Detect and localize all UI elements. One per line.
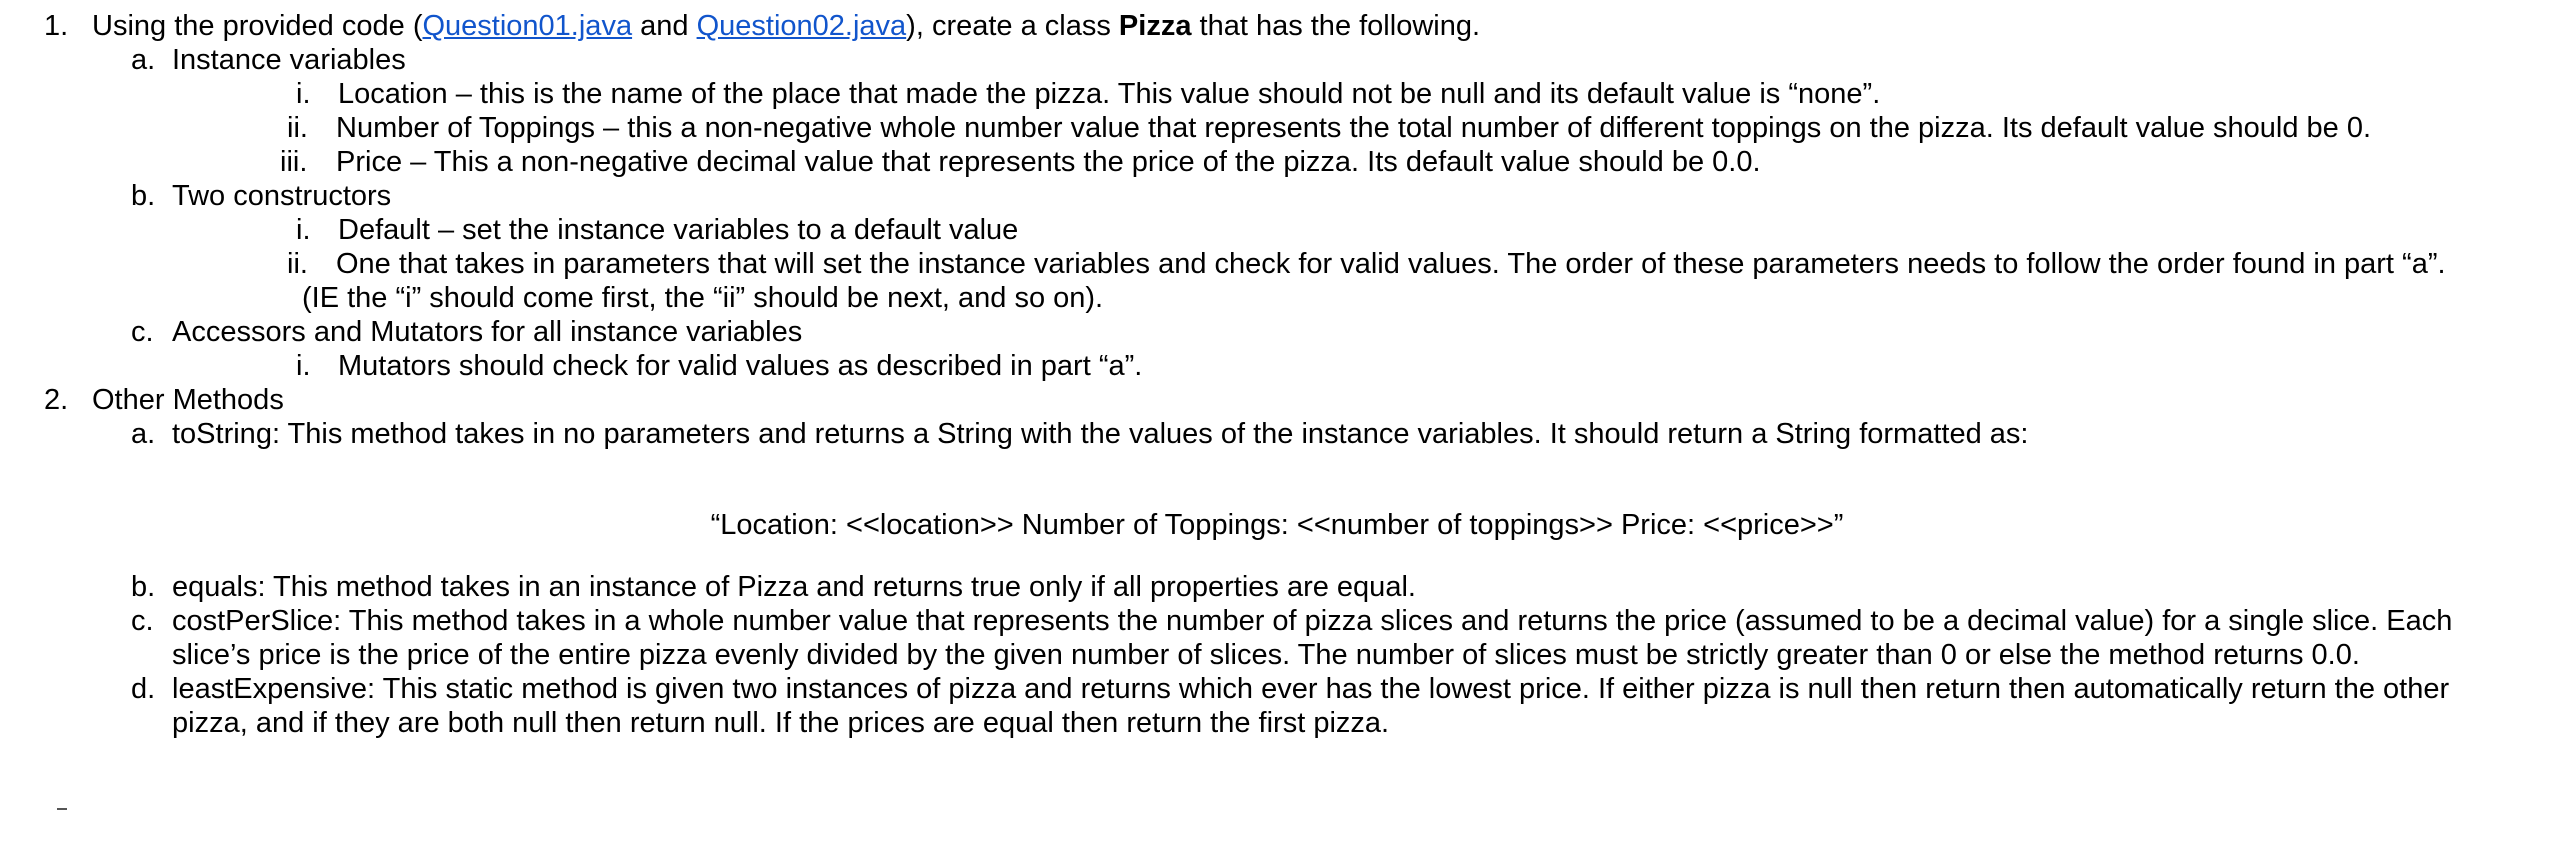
class-name-pizza: Pizza — [1118, 10, 1192, 42]
tostring-format-example: “Location: <<location>> Number of Toppings: <<number of toppings>> Price: <<price>>” — [710, 509, 1844, 541]
question-1-text — [92, 9, 1480, 43]
list-label-2a: a. — [131, 418, 156, 450]
list-label-1a-i: i. — [296, 78, 311, 110]
item-1b-ii-text: One that takes in parameters that will set the instance variables and check for valid values. The order of these parameters needs to follow the order found in part “a”. — [336, 248, 2446, 280]
list-label-2b: b. — [131, 571, 156, 603]
question01-link[interactable]: Question01.java — [422, 10, 633, 42]
list-label-1b-i: i. — [296, 214, 311, 246]
list-number-2: 2. — [44, 384, 69, 416]
list-label-2d: d. — [131, 673, 156, 705]
item-2c-line1: costPerSlice: This method takes in a whole number value that represents the number of pizza slices and returns the price (assumed to be a decimal value) for a single slice. Each — [172, 605, 2453, 637]
list-label-1c: c. — [131, 316, 154, 348]
list-label-1b-ii: ii. — [287, 248, 308, 280]
list-label-1c-i: i. — [296, 350, 311, 382]
list-label-1b: b. — [131, 180, 156, 212]
list-label-2c: c. — [131, 605, 154, 637]
list-label-1a: a. — [131, 44, 156, 76]
question-1-middle: ), create a class — [906, 10, 1119, 42]
question-1-intro: Using the provided code ( — [92, 10, 423, 42]
question-2-text: Other Methods — [92, 384, 284, 416]
item-1a-i-text: Location – this is the name of the place that made the pizza. This value should not be null and its default value is “none”. — [338, 78, 1881, 110]
item-1a-iii-text: Price – This a non-negative decimal value that represents the price of the pizza. Its default value should be 0.0. — [336, 146, 1761, 178]
item-1b-i-text: Default – set the instance variables to a default value — [338, 214, 1019, 246]
item-2d-line1: leastExpensive: This static method is given two instances of pizza and returns which ever has the lowest price. If either pizza is null then return then automatically return the other — [172, 673, 2450, 705]
trailing-dash — [57, 808, 67, 810]
list-label-1a-iii: iii. — [280, 146, 308, 178]
item-1c-i-text: Mutators should check for valid values as described in part “a”. — [338, 350, 1143, 382]
question02-link[interactable]: Question02.java — [696, 10, 907, 42]
list-number-1: 1. — [44, 10, 69, 42]
item-2a-text: toString: This method takes in no parameters and returns a String with the values of the instance variables. It should return a String formatted as: — [172, 418, 2029, 450]
question-1-end: that has the following. — [1191, 10, 1481, 42]
item-1b-ii-continuation: (IE the “i” should come first, the “ii” should be next, and so on). — [302, 282, 1104, 314]
item-1a-text: Instance variables — [172, 44, 406, 76]
item-1c-text: Accessors and Mutators for all instance variables — [172, 316, 803, 348]
item-2d-line2: pizza, and if they are both null then return null. If the prices are equal then return the first pizza. — [172, 707, 1390, 739]
item-2c-line2: slice’s price is the price of the entire pizza evenly divided by the given number of slices. The number of slices must be strictly greater than 0 or else the method returns 0.0. — [172, 639, 2360, 671]
item-2b-text: equals: This method takes in an instance of Pizza and returns true only if all properties are equal. — [172, 571, 1416, 603]
question-1-and: and — [632, 10, 697, 42]
item-1b-text: Two constructors — [172, 180, 392, 212]
list-label-1a-ii: ii. — [287, 112, 308, 144]
item-1a-ii-text: Number of Toppings – this a non-negative whole number value that represents the total number of different toppings on the pizza. Its default value should be 0. — [336, 112, 2372, 144]
